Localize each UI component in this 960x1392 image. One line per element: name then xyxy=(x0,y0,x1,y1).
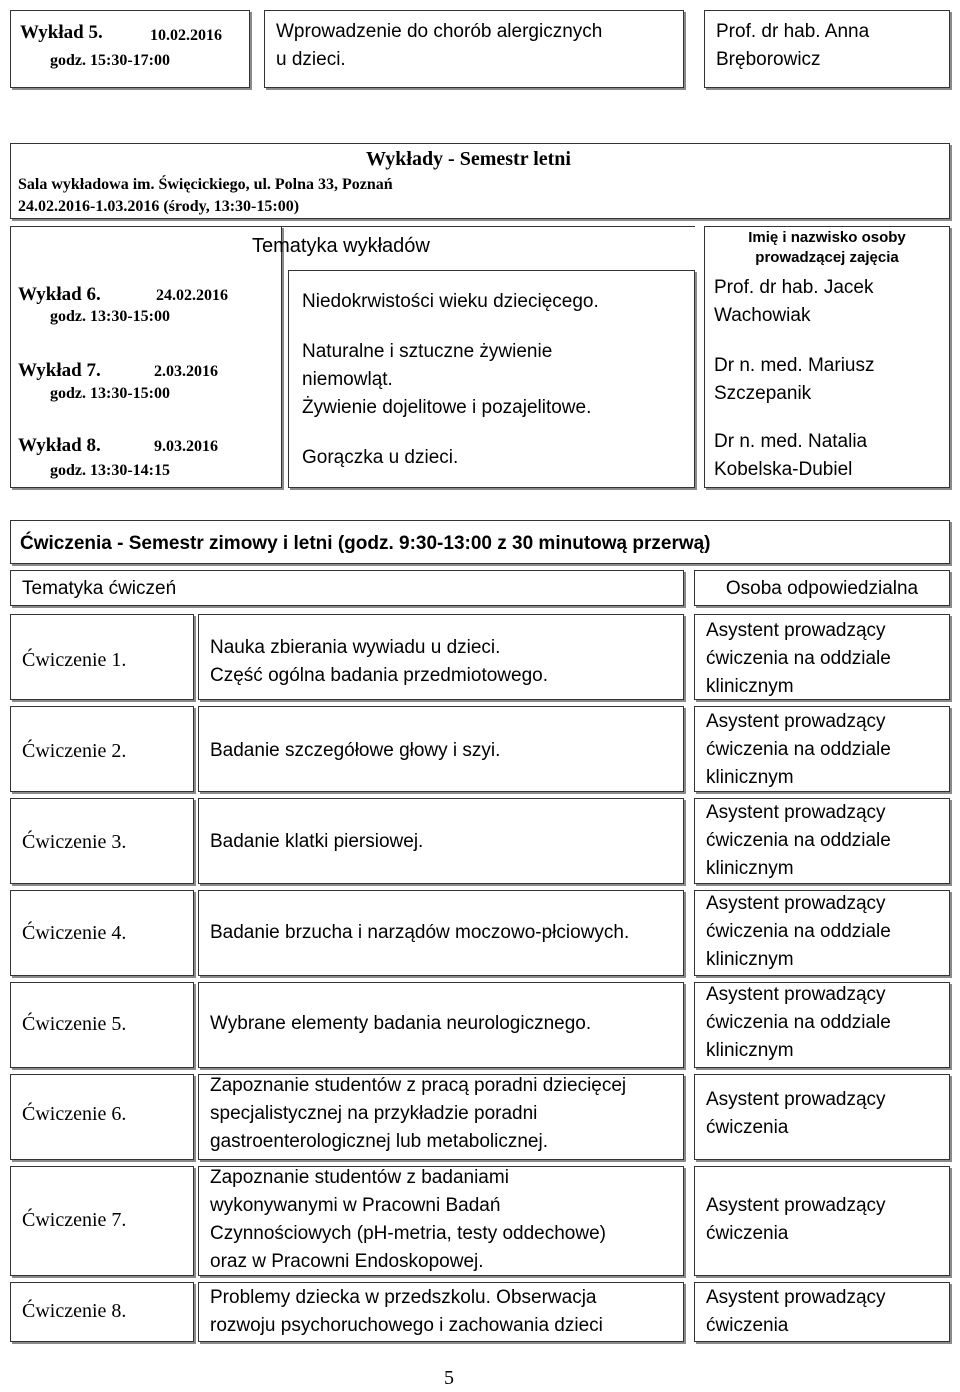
exercise-1-topic: Nauka zbierania wywiadu u dzieci. Część ogólna badania przedmiotowego. xyxy=(210,637,548,686)
exercises-person-header: Osoba odpowiedzialna xyxy=(725,578,919,599)
summer-lectures-topics-header: Tematyka wykładów xyxy=(252,235,430,257)
lecture-5-date: 10.02.2016 xyxy=(150,27,222,44)
lecture-7-label: Wykład 7. xyxy=(18,360,101,381)
summer-lectures-venue: Sala wykładowa im. Święcickiego, ul. Polna 33, Poznań xyxy=(18,176,393,193)
summer-lectures-title: Wykłady - Semestr letni xyxy=(366,148,571,170)
lecture-6-label: Wykład 6. xyxy=(18,284,101,305)
exercise-4-person: Asystent prowadzący ćwiczenia na oddziale klinicznym xyxy=(706,893,891,970)
exercise-7-topic: Zapoznanie studentów z badaniami wykonywanymi w Pracowni Badań Czynnościowych (pH-metria, testy oddechowe) oraz w Pracowni Endoskopowej. xyxy=(210,1167,606,1272)
exercise-2-label: Ćwiczenie 2. xyxy=(22,740,127,762)
lecture-7-lecturer: Dr n. med. Mariusz Szczepanik xyxy=(714,355,875,404)
exercise-7-label: Ćwiczenie 7. xyxy=(22,1209,127,1231)
lecture-8-time: godz. 13:30-14:15 xyxy=(50,462,170,479)
lecture-7-time: godz. 13:30-15:00 xyxy=(50,385,170,402)
exercise-3-topic: Badanie klatki piersiowej. xyxy=(210,831,424,852)
lecture-6-time: godz. 13:30-15:00 xyxy=(50,308,170,325)
exercise-5-topic: Wybrane elementy badania neurologicznego. xyxy=(210,1013,592,1034)
exercises-title: Ćwiczenia - Semestr zimowy i letni (godz. 9:30-13:00 z 30 minutową przerwą) xyxy=(20,533,711,554)
exercise-8-person: Asystent prowadzący ćwiczenia xyxy=(706,1287,886,1336)
exercise-8-topic: Problemy dziecka w przedszkolu. Obserwacja rozwoju psychoruchowego i zachowania dzieci xyxy=(210,1287,603,1336)
page-number: 5 xyxy=(444,1367,454,1389)
exercise-1-label: Ćwiczenie 1. xyxy=(22,649,127,671)
exercise-5-label: Ćwiczenie 5. xyxy=(22,1013,127,1035)
lecture-6-lecturer: Prof. dr hab. Jacek Wachowiak xyxy=(714,277,874,326)
lecture-6-date: 24.02.2016 xyxy=(156,287,228,304)
lecture-7-date: 2.03.2016 xyxy=(154,363,218,380)
lecture-5-lecturer: Prof. dr hab. Anna Bręborowicz xyxy=(716,21,870,70)
exercise-6-label: Ćwiczenie 6. xyxy=(22,1103,127,1125)
exercise-3-label: Ćwiczenie 3. xyxy=(22,831,127,853)
exercise-4-topic: Badanie brzucha i narządów moczowo-płciowych. xyxy=(210,922,630,943)
exercise-4-label: Ćwiczenie 4. xyxy=(22,922,127,944)
exercises-topics-header: Tematyka ćwiczeń xyxy=(22,578,177,599)
summer-lectures-lecturer-header: Imię i nazwisko osoby prowadzącej zajęcia xyxy=(748,229,906,266)
lecture-8-lecturer: Dr n. med. Natalia Kobelska-Dubiel xyxy=(714,431,868,480)
exercise-5-person: Asystent prowadzący ćwiczenia na oddziale klinicznym xyxy=(706,984,891,1061)
lecture-8-date: 9.03.2016 xyxy=(154,438,218,455)
lecture-5-label: Wykład 5. xyxy=(20,22,103,43)
lecture-7-topic: Naturalne i sztuczne żywienie niemowląt. Żywienie dojelitowe i pozajelitowe. xyxy=(302,341,592,418)
exercise-6-person: Asystent prowadzący ćwiczenia xyxy=(706,1089,886,1138)
lecture-5-time: godz. 15:30-17:00 xyxy=(50,52,170,69)
exercise-7-person: Asystent prowadzący ćwiczenia xyxy=(706,1195,886,1244)
lecture-5-topic: Wprowadzenie do chorób alergicznych u dzieci. xyxy=(276,21,603,70)
summer-lectures-dates: 24.02.2016-1.03.2016 (środy, 13:30-15:00) xyxy=(18,198,300,215)
lecture-8-label: Wykład 8. xyxy=(18,435,101,456)
exercise-6-topic: Zapoznanie studentów z pracą poradni dziecięcej specjalistycznej na przykładzie poradni gastroenterologicznej lub metabolicznej. xyxy=(210,1075,627,1152)
lecture-6-topic: Niedokrwistości wieku dziecięcego. xyxy=(302,291,599,312)
lecture-8-topic: Gorączka u dzieci. xyxy=(302,447,459,468)
exercise-3-person: Asystent prowadzący ćwiczenia na oddziale klinicznym xyxy=(706,802,891,879)
exercise-1-person: Asystent prowadzący ćwiczenia na oddziale klinicznym xyxy=(706,620,891,697)
exercise-8-label: Ćwiczenie 8. xyxy=(22,1300,127,1322)
exercise-2-person: Asystent prowadzący ćwiczenia na oddziale klinicznym xyxy=(706,711,891,788)
exercise-2-topic: Badanie szczegółowe głowy i szyi. xyxy=(210,740,501,761)
